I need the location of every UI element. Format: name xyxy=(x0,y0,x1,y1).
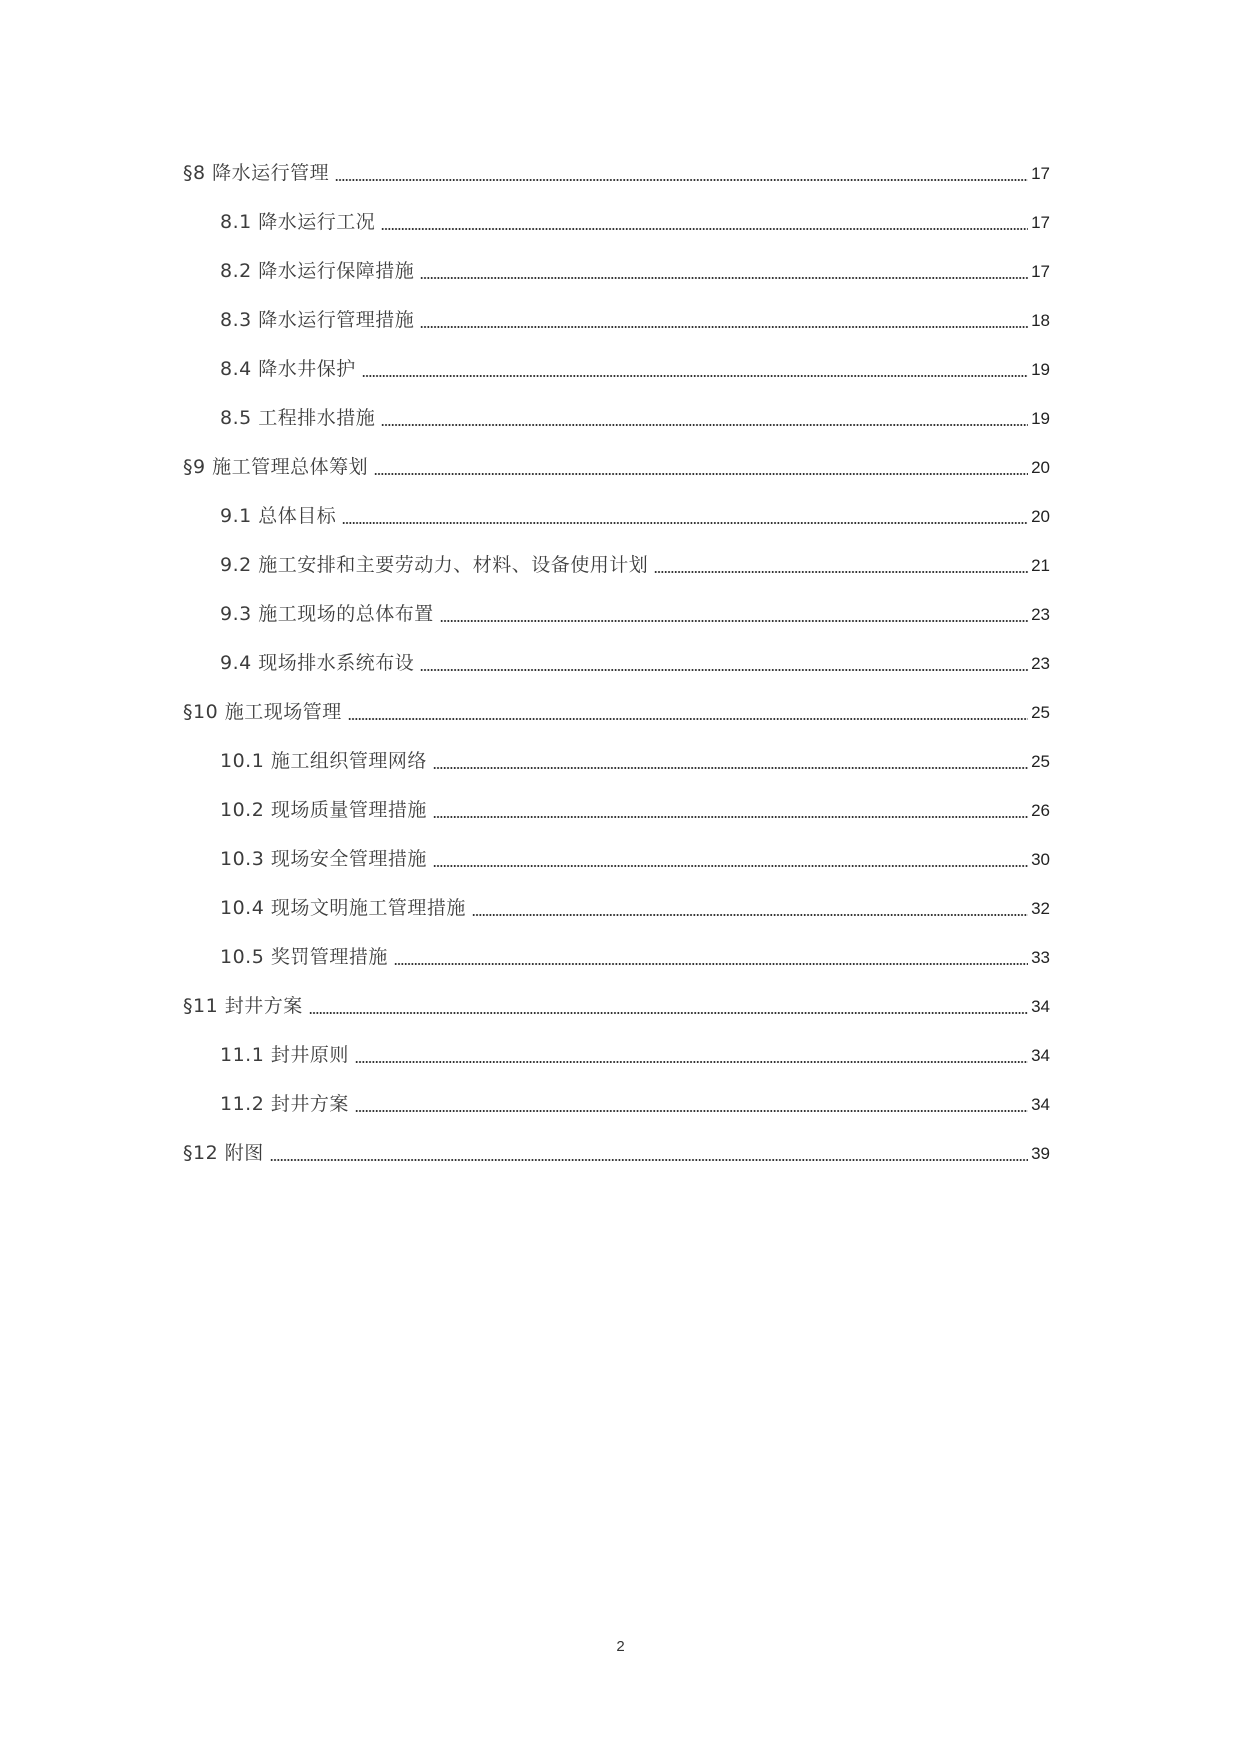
dot-leader xyxy=(381,227,1028,231)
toc-entry[interactable] xyxy=(220,1089,1050,1119)
toc-entry-page-number: 25 xyxy=(1031,752,1050,771)
toc-entry-page-number: 34 xyxy=(1031,1046,1050,1065)
toc-entry[interactable] xyxy=(220,550,1050,580)
toc-entry-label: 9.2 施工安排和主要劳动力、材料、设备使用计划 xyxy=(220,554,649,576)
toc-entry[interactable] xyxy=(220,599,1050,629)
dot-leader xyxy=(342,521,1028,525)
toc-entry-label: 8.2 降水运行保障措施 xyxy=(220,260,415,282)
toc-entry-label: 10.4 现场文明施工管理措施 xyxy=(220,897,466,919)
toc-entry-label: §8 降水运行管理 xyxy=(183,162,330,184)
toc-entry-label: §12 附图 xyxy=(183,1142,264,1164)
toc-entry-page-number: 21 xyxy=(1031,556,1050,575)
dot-leader xyxy=(362,374,1028,378)
toc-entry-label: 10.5 奖罚管理措施 xyxy=(220,946,388,968)
toc-entry[interactable] xyxy=(220,648,1050,678)
dot-leader xyxy=(348,717,1028,721)
toc-entry[interactable] xyxy=(220,795,1050,825)
toc-entry-label: 8.1 降水运行工况 xyxy=(220,211,376,233)
toc-entry-page-number: 17 xyxy=(1031,164,1050,183)
dot-leader xyxy=(420,276,1028,280)
dot-leader xyxy=(309,1011,1028,1015)
toc-entry[interactable] xyxy=(220,746,1050,776)
dot-leader xyxy=(381,423,1028,427)
toc-entry-label: 8.4 降水井保护 xyxy=(220,358,356,380)
toc-entry[interactable] xyxy=(220,354,1050,384)
toc-entry[interactable] xyxy=(220,403,1050,433)
toc-entry-label: §11 封井方案 xyxy=(183,995,303,1017)
dot-leader xyxy=(433,766,1028,770)
dot-leader xyxy=(335,178,1028,182)
toc-entry[interactable] xyxy=(220,893,1050,923)
toc-entry-page-number: 17 xyxy=(1031,262,1050,281)
toc-entry-label: 10.2 现场质量管理措施 xyxy=(220,799,427,821)
dot-leader xyxy=(420,325,1028,329)
toc-entry[interactable] xyxy=(220,256,1050,286)
toc-entry-label: 11.2 封井方案 xyxy=(220,1093,349,1115)
toc-entry[interactable] xyxy=(220,207,1050,237)
toc-entry-page-number: 18 xyxy=(1031,311,1050,330)
toc-entry-page-number: 34 xyxy=(1031,1095,1050,1114)
toc-entry-label: 8.5 工程排水措施 xyxy=(220,407,376,429)
toc-entry-page-number: 25 xyxy=(1031,703,1050,722)
toc-entry-label: 11.1 封井原则 xyxy=(220,1044,349,1066)
toc-entry-page-number: 26 xyxy=(1031,801,1050,820)
toc-entry-page-number: 39 xyxy=(1031,1144,1050,1163)
toc-entry-page-number: 32 xyxy=(1031,899,1050,918)
toc-entry[interactable] xyxy=(220,1040,1050,1070)
toc-entry-label: 9.4 现场排水系统布设 xyxy=(220,652,415,674)
dot-leader xyxy=(440,619,1028,623)
toc-entry[interactable] xyxy=(183,991,1050,1021)
toc-entry-label: 9.3 施工现场的总体布置 xyxy=(220,603,434,625)
toc-entry-page-number: 23 xyxy=(1031,654,1050,673)
toc-entry[interactable] xyxy=(183,452,1050,482)
toc-entry-page-number: 23 xyxy=(1031,605,1050,624)
dot-leader xyxy=(374,472,1028,476)
toc-entry-page-number: 20 xyxy=(1031,507,1050,526)
dot-leader xyxy=(355,1060,1028,1064)
toc-entry[interactable] xyxy=(220,501,1050,531)
toc-entry-label: 10.1 施工组织管理网络 xyxy=(220,750,427,772)
page-number: 2 xyxy=(616,1638,625,1655)
dot-leader xyxy=(654,570,1028,574)
dot-leader xyxy=(420,668,1028,672)
toc-entry-page-number: 19 xyxy=(1031,360,1050,379)
toc-entry-page-number: 17 xyxy=(1031,213,1050,232)
toc-entry-label: 8.3 降水运行管理措施 xyxy=(220,309,415,331)
toc-entry[interactable] xyxy=(220,844,1050,874)
toc-entry-page-number: 34 xyxy=(1031,997,1050,1016)
dot-leader xyxy=(433,815,1028,819)
toc-entry-label: 9.1 总体目标 xyxy=(220,505,337,527)
toc-entry-page-number: 33 xyxy=(1031,948,1050,967)
dot-leader xyxy=(472,913,1028,917)
dot-leader xyxy=(433,864,1028,868)
toc-entry-page-number: 20 xyxy=(1031,458,1050,477)
toc-entry-page-number: 19 xyxy=(1031,409,1050,428)
toc-entry[interactable] xyxy=(183,158,1050,188)
dot-leader xyxy=(270,1158,1028,1162)
toc-entry-label: §9 施工管理总体筹划 xyxy=(183,456,369,478)
toc-entry[interactable] xyxy=(220,305,1050,335)
toc-entry[interactable] xyxy=(220,942,1050,972)
dot-leader xyxy=(394,962,1028,966)
toc-entry-label: §10 施工现场管理 xyxy=(183,701,342,723)
dot-leader xyxy=(355,1109,1028,1113)
toc-entry-page-number: 30 xyxy=(1031,850,1050,869)
toc-entry[interactable] xyxy=(183,697,1050,727)
toc-entry[interactable] xyxy=(183,1138,1050,1168)
toc-entry-label: 10.3 现场安全管理措施 xyxy=(220,848,427,870)
